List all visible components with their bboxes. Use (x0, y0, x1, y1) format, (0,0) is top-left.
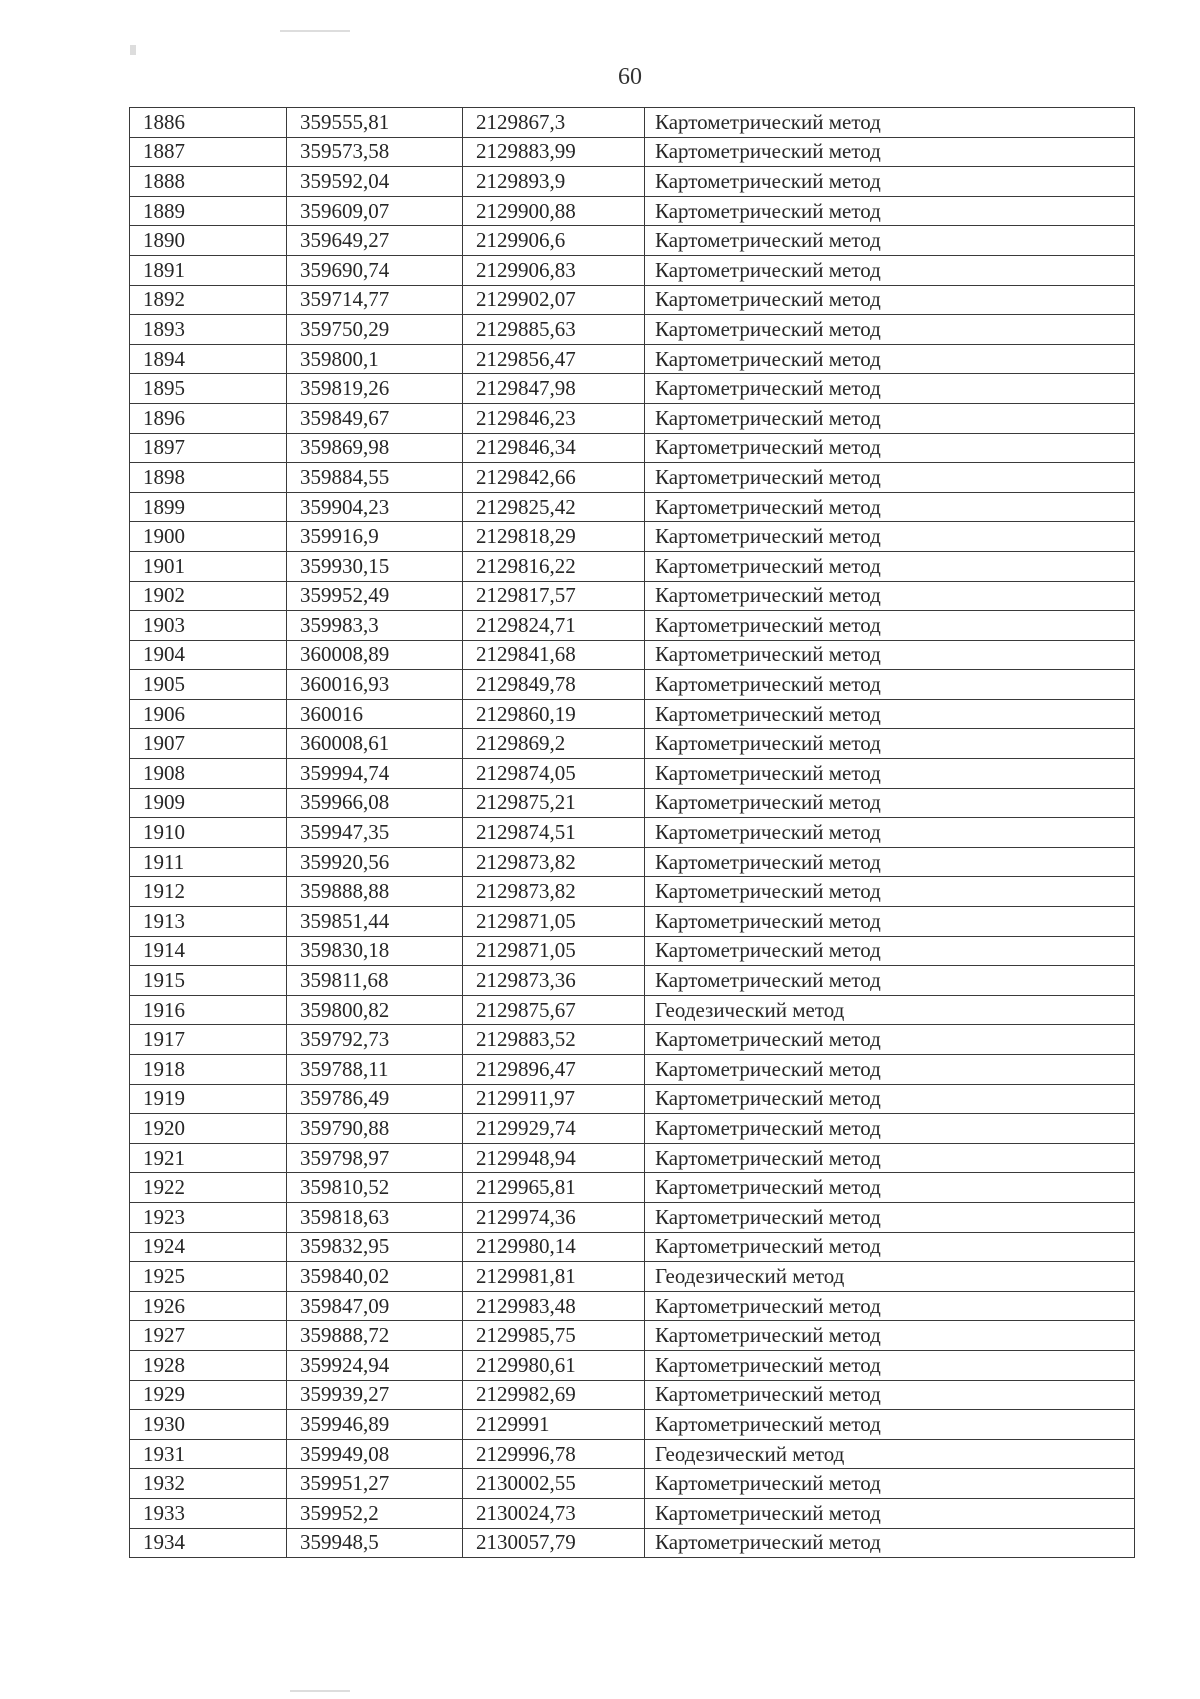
table-row (130, 966, 1135, 996)
method-cell: Картометрический метод (645, 699, 1135, 729)
x-coordinate-cell: 359952,2 (287, 1498, 463, 1528)
y-coordinate-cell: 2129965,81 (463, 1173, 645, 1203)
point-number-cell: 1917 (130, 1025, 287, 1055)
table-row (130, 492, 1135, 522)
method-cell: Картометрический метод (645, 433, 1135, 463)
y-coordinate-cell: 2129981,81 (463, 1262, 645, 1292)
y-coordinate-cell: 2129846,23 (463, 403, 645, 433)
method-cell: Картометрический метод (645, 759, 1135, 789)
point-number-cell: 1902 (130, 581, 287, 611)
y-coordinate-cell: 2129874,51 (463, 818, 645, 848)
table-row (130, 108, 1135, 138)
method-cell: Картометрический метод (645, 1084, 1135, 1114)
x-coordinate-cell: 359851,44 (287, 907, 463, 937)
table-row (130, 433, 1135, 463)
method-cell: Картометрический метод (645, 137, 1135, 167)
y-coordinate-cell: 2129911,97 (463, 1084, 645, 1114)
y-coordinate-cell: 2129980,61 (463, 1350, 645, 1380)
x-coordinate-cell: 359948,5 (287, 1528, 463, 1558)
point-number-cell: 1919 (130, 1084, 287, 1114)
y-coordinate-cell: 2129893,9 (463, 167, 645, 197)
x-coordinate-cell: 359916,9 (287, 522, 463, 552)
y-coordinate-cell: 2129849,78 (463, 670, 645, 700)
point-number-cell: 1914 (130, 936, 287, 966)
table-row (130, 847, 1135, 877)
page-number: 60 (618, 64, 642, 90)
x-coordinate-cell: 359884,55 (287, 463, 463, 493)
table-row (130, 1143, 1135, 1173)
x-coordinate-cell: 359800,82 (287, 995, 463, 1025)
method-cell: Картометрический метод (645, 315, 1135, 345)
point-number-cell: 1932 (130, 1469, 287, 1499)
table-row (130, 1528, 1135, 1558)
x-coordinate-cell: 359869,98 (287, 433, 463, 463)
x-coordinate-cell: 359888,72 (287, 1321, 463, 1351)
table-row (130, 818, 1135, 848)
point-number-cell: 1918 (130, 1055, 287, 1085)
table-row (130, 226, 1135, 256)
point-number-cell: 1905 (130, 670, 287, 700)
x-coordinate-cell: 360016 (287, 699, 463, 729)
method-cell: Картометрический метод (645, 818, 1135, 848)
y-coordinate-cell: 2129817,57 (463, 581, 645, 611)
x-coordinate-cell: 359818,63 (287, 1202, 463, 1232)
method-cell: Картометрический метод (645, 344, 1135, 374)
x-coordinate-cell: 360016,93 (287, 670, 463, 700)
x-coordinate-cell: 359810,52 (287, 1173, 463, 1203)
y-coordinate-cell: 2129991 (463, 1410, 645, 1440)
point-number-cell: 1904 (130, 640, 287, 670)
x-coordinate-cell: 359788,11 (287, 1055, 463, 1085)
coordinates-table (129, 107, 1135, 1558)
y-coordinate-cell: 2129996,78 (463, 1439, 645, 1469)
table-row (130, 936, 1135, 966)
y-coordinate-cell: 2129874,05 (463, 759, 645, 789)
x-coordinate-cell: 359983,3 (287, 611, 463, 641)
x-coordinate-cell: 359555,81 (287, 108, 463, 138)
table-row (130, 640, 1135, 670)
table-row (130, 907, 1135, 937)
x-coordinate-cell: 359966,08 (287, 788, 463, 818)
y-coordinate-cell: 2130024,73 (463, 1498, 645, 1528)
x-coordinate-cell: 359920,56 (287, 847, 463, 877)
y-coordinate-cell: 2129816,22 (463, 551, 645, 581)
point-number-cell: 1888 (130, 167, 287, 197)
y-coordinate-cell: 2129818,29 (463, 522, 645, 552)
table-row (130, 1202, 1135, 1232)
method-cell: Картометрический метод (645, 1528, 1135, 1558)
x-coordinate-cell: 359951,27 (287, 1469, 463, 1499)
method-cell: Картометрический метод (645, 936, 1135, 966)
x-coordinate-cell: 359946,89 (287, 1410, 463, 1440)
y-coordinate-cell: 2129980,14 (463, 1232, 645, 1262)
x-coordinate-cell: 359830,18 (287, 936, 463, 966)
table-row (130, 344, 1135, 374)
table-row (130, 1469, 1135, 1499)
method-cell: Картометрический метод (645, 581, 1135, 611)
x-coordinate-cell: 359573,58 (287, 137, 463, 167)
table-row (130, 1350, 1135, 1380)
point-number-cell: 1896 (130, 403, 287, 433)
x-coordinate-cell: 359592,04 (287, 167, 463, 197)
method-cell: Картометрический метод (645, 611, 1135, 641)
point-number-cell: 1887 (130, 137, 287, 167)
x-coordinate-cell: 359939,27 (287, 1380, 463, 1410)
y-coordinate-cell: 2129869,2 (463, 729, 645, 759)
method-cell: Картометрический метод (645, 1469, 1135, 1499)
point-number-cell: 1931 (130, 1439, 287, 1469)
method-cell: Картометрический метод (645, 522, 1135, 552)
point-number-cell: 1894 (130, 344, 287, 374)
method-cell: Картометрический метод (645, 167, 1135, 197)
method-cell: Картометрический метод (645, 226, 1135, 256)
point-number-cell: 1930 (130, 1410, 287, 1440)
y-coordinate-cell: 2129873,82 (463, 877, 645, 907)
point-number-cell: 1911 (130, 847, 287, 877)
x-coordinate-cell: 359847,09 (287, 1291, 463, 1321)
y-coordinate-cell: 2129875,67 (463, 995, 645, 1025)
coordinates-table-body (130, 108, 1135, 1558)
method-cell: Картометрический метод (645, 374, 1135, 404)
point-number-cell: 1890 (130, 226, 287, 256)
x-coordinate-cell: 359849,67 (287, 403, 463, 433)
y-coordinate-cell: 2129875,21 (463, 788, 645, 818)
x-coordinate-cell: 359750,29 (287, 315, 463, 345)
table-row (130, 1410, 1135, 1440)
point-number-cell: 1909 (130, 788, 287, 818)
method-cell: Картометрический метод (645, 551, 1135, 581)
y-coordinate-cell: 2129856,47 (463, 344, 645, 374)
point-number-cell: 1895 (130, 374, 287, 404)
table-row (130, 1262, 1135, 1292)
x-coordinate-cell: 360008,89 (287, 640, 463, 670)
table-row (130, 1291, 1135, 1321)
method-cell: Картометрический метод (645, 670, 1135, 700)
method-cell: Картометрический метод (645, 1350, 1135, 1380)
table-row (130, 167, 1135, 197)
x-coordinate-cell: 359649,27 (287, 226, 463, 256)
method-cell: Картометрический метод (645, 788, 1135, 818)
y-coordinate-cell: 2129974,36 (463, 1202, 645, 1232)
point-number-cell: 1892 (130, 285, 287, 315)
scan-mark (290, 1690, 350, 1692)
point-number-cell: 1912 (130, 877, 287, 907)
method-cell: Картометрический метод (645, 1143, 1135, 1173)
x-coordinate-cell: 359924,94 (287, 1350, 463, 1380)
y-coordinate-cell: 2129824,71 (463, 611, 645, 641)
y-coordinate-cell: 2129948,94 (463, 1143, 645, 1173)
method-cell: Картометрический метод (645, 1114, 1135, 1144)
point-number-cell: 1923 (130, 1202, 287, 1232)
y-coordinate-cell: 2129860,19 (463, 699, 645, 729)
point-number-cell: 1929 (130, 1380, 287, 1410)
method-cell: Картометрический метод (645, 1380, 1135, 1410)
method-cell: Картометрический метод (645, 492, 1135, 522)
table-row (130, 1114, 1135, 1144)
table-row (130, 315, 1135, 345)
x-coordinate-cell: 359832,95 (287, 1232, 463, 1262)
table-row (130, 759, 1135, 789)
y-coordinate-cell: 2129871,05 (463, 907, 645, 937)
point-number-cell: 1901 (130, 551, 287, 581)
table-row (130, 581, 1135, 611)
y-coordinate-cell: 2129906,6 (463, 226, 645, 256)
method-cell: Картометрический метод (645, 877, 1135, 907)
point-number-cell: 1891 (130, 255, 287, 285)
table-row (130, 1055, 1135, 1085)
y-coordinate-cell: 2129929,74 (463, 1114, 645, 1144)
point-number-cell: 1933 (130, 1498, 287, 1528)
method-cell: Картометрический метод (645, 640, 1135, 670)
x-coordinate-cell: 359798,97 (287, 1143, 463, 1173)
table-row (130, 1380, 1135, 1410)
point-number-cell: 1913 (130, 907, 287, 937)
table-row (130, 551, 1135, 581)
x-coordinate-cell: 359811,68 (287, 966, 463, 996)
table-row (130, 699, 1135, 729)
method-cell: Картометрический метод (645, 1055, 1135, 1085)
table-row (130, 403, 1135, 433)
method-cell: Картометрический метод (645, 196, 1135, 226)
table-row (130, 463, 1135, 493)
method-cell: Картометрический метод (645, 463, 1135, 493)
y-coordinate-cell: 2130057,79 (463, 1528, 645, 1558)
table-row (130, 522, 1135, 552)
table-row (130, 1025, 1135, 1055)
point-number-cell: 1910 (130, 818, 287, 848)
table-row (130, 1084, 1135, 1114)
point-number-cell: 1915 (130, 966, 287, 996)
method-cell: Картометрический метод (645, 403, 1135, 433)
method-cell: Картометрический метод (645, 1232, 1135, 1262)
y-coordinate-cell: 2129885,63 (463, 315, 645, 345)
x-coordinate-cell: 359904,23 (287, 492, 463, 522)
x-coordinate-cell: 359690,74 (287, 255, 463, 285)
point-number-cell: 1924 (130, 1232, 287, 1262)
y-coordinate-cell: 2129985,75 (463, 1321, 645, 1351)
x-coordinate-cell: 359949,08 (287, 1439, 463, 1469)
y-coordinate-cell: 2129871,05 (463, 936, 645, 966)
table-row (130, 255, 1135, 285)
point-number-cell: 1922 (130, 1173, 287, 1203)
x-coordinate-cell: 359786,49 (287, 1084, 463, 1114)
point-number-cell: 1934 (130, 1528, 287, 1558)
method-cell: Картометрический метод (645, 1498, 1135, 1528)
y-coordinate-cell: 2129873,82 (463, 847, 645, 877)
table-row (130, 670, 1135, 700)
y-coordinate-cell: 2130002,55 (463, 1469, 645, 1499)
table-row (130, 196, 1135, 226)
method-cell: Картометрический метод (645, 1321, 1135, 1351)
table-row (130, 611, 1135, 641)
point-number-cell: 1898 (130, 463, 287, 493)
y-coordinate-cell: 2129902,07 (463, 285, 645, 315)
x-coordinate-cell: 359714,77 (287, 285, 463, 315)
scan-mark (130, 45, 136, 55)
point-number-cell: 1925 (130, 1262, 287, 1292)
table-row (130, 729, 1135, 759)
table-row (130, 285, 1135, 315)
y-coordinate-cell: 2129873,36 (463, 966, 645, 996)
y-coordinate-cell: 2129883,99 (463, 137, 645, 167)
method-cell: Картометрический метод (645, 1291, 1135, 1321)
point-number-cell: 1889 (130, 196, 287, 226)
x-coordinate-cell: 359792,73 (287, 1025, 463, 1055)
table-row (130, 1173, 1135, 1203)
method-cell: Картометрический метод (645, 847, 1135, 877)
y-coordinate-cell: 2129825,42 (463, 492, 645, 522)
x-coordinate-cell: 359930,15 (287, 551, 463, 581)
point-number-cell: 1900 (130, 522, 287, 552)
point-number-cell: 1903 (130, 611, 287, 641)
y-coordinate-cell: 2129982,69 (463, 1380, 645, 1410)
method-cell: Картометрический метод (645, 907, 1135, 937)
point-number-cell: 1908 (130, 759, 287, 789)
table-row (130, 137, 1135, 167)
point-number-cell: 1916 (130, 995, 287, 1025)
point-number-cell: 1927 (130, 1321, 287, 1351)
y-coordinate-cell: 2129896,47 (463, 1055, 645, 1085)
x-coordinate-cell: 359609,07 (287, 196, 463, 226)
point-number-cell: 1920 (130, 1114, 287, 1144)
x-coordinate-cell: 359952,49 (287, 581, 463, 611)
scan-mark (280, 30, 350, 32)
point-number-cell: 1926 (130, 1291, 287, 1321)
x-coordinate-cell: 359819,26 (287, 374, 463, 404)
y-coordinate-cell: 2129847,98 (463, 374, 645, 404)
x-coordinate-cell: 360008,61 (287, 729, 463, 759)
table-row (130, 1498, 1135, 1528)
table-row (130, 1321, 1135, 1351)
point-number-cell: 1921 (130, 1143, 287, 1173)
method-cell: Картометрический метод (645, 255, 1135, 285)
method-cell: Картометрический метод (645, 1410, 1135, 1440)
y-coordinate-cell: 2129900,88 (463, 196, 645, 226)
x-coordinate-cell: 359994,74 (287, 759, 463, 789)
method-cell: Картометрический метод (645, 108, 1135, 138)
point-number-cell: 1897 (130, 433, 287, 463)
point-number-cell: 1886 (130, 108, 287, 138)
point-number-cell: 1899 (130, 492, 287, 522)
method-cell: Картометрический метод (645, 1202, 1135, 1232)
method-cell: Геодезический метод (645, 995, 1135, 1025)
method-cell: Картометрический метод (645, 1025, 1135, 1055)
y-coordinate-cell: 2129846,34 (463, 433, 645, 463)
table-row (130, 1439, 1135, 1469)
method-cell: Геодезический метод (645, 1439, 1135, 1469)
method-cell: Картометрический метод (645, 966, 1135, 996)
point-number-cell: 1907 (130, 729, 287, 759)
x-coordinate-cell: 359800,1 (287, 344, 463, 374)
method-cell: Геодезический метод (645, 1262, 1135, 1292)
table-row (130, 995, 1135, 1025)
x-coordinate-cell: 359947,35 (287, 818, 463, 848)
point-number-cell: 1928 (130, 1350, 287, 1380)
y-coordinate-cell: 2129883,52 (463, 1025, 645, 1055)
y-coordinate-cell: 2129867,3 (463, 108, 645, 138)
x-coordinate-cell: 359840,02 (287, 1262, 463, 1292)
method-cell: Картометрический метод (645, 285, 1135, 315)
method-cell: Картометрический метод (645, 729, 1135, 759)
x-coordinate-cell: 359888,88 (287, 877, 463, 907)
table-row (130, 788, 1135, 818)
y-coordinate-cell: 2129906,83 (463, 255, 645, 285)
y-coordinate-cell: 2129841,68 (463, 640, 645, 670)
table-row (130, 1232, 1135, 1262)
x-coordinate-cell: 359790,88 (287, 1114, 463, 1144)
y-coordinate-cell: 2129983,48 (463, 1291, 645, 1321)
table-row (130, 374, 1135, 404)
point-number-cell: 1893 (130, 315, 287, 345)
table-row (130, 877, 1135, 907)
method-cell: Картометрический метод (645, 1173, 1135, 1203)
y-coordinate-cell: 2129842,66 (463, 463, 645, 493)
point-number-cell: 1906 (130, 699, 287, 729)
